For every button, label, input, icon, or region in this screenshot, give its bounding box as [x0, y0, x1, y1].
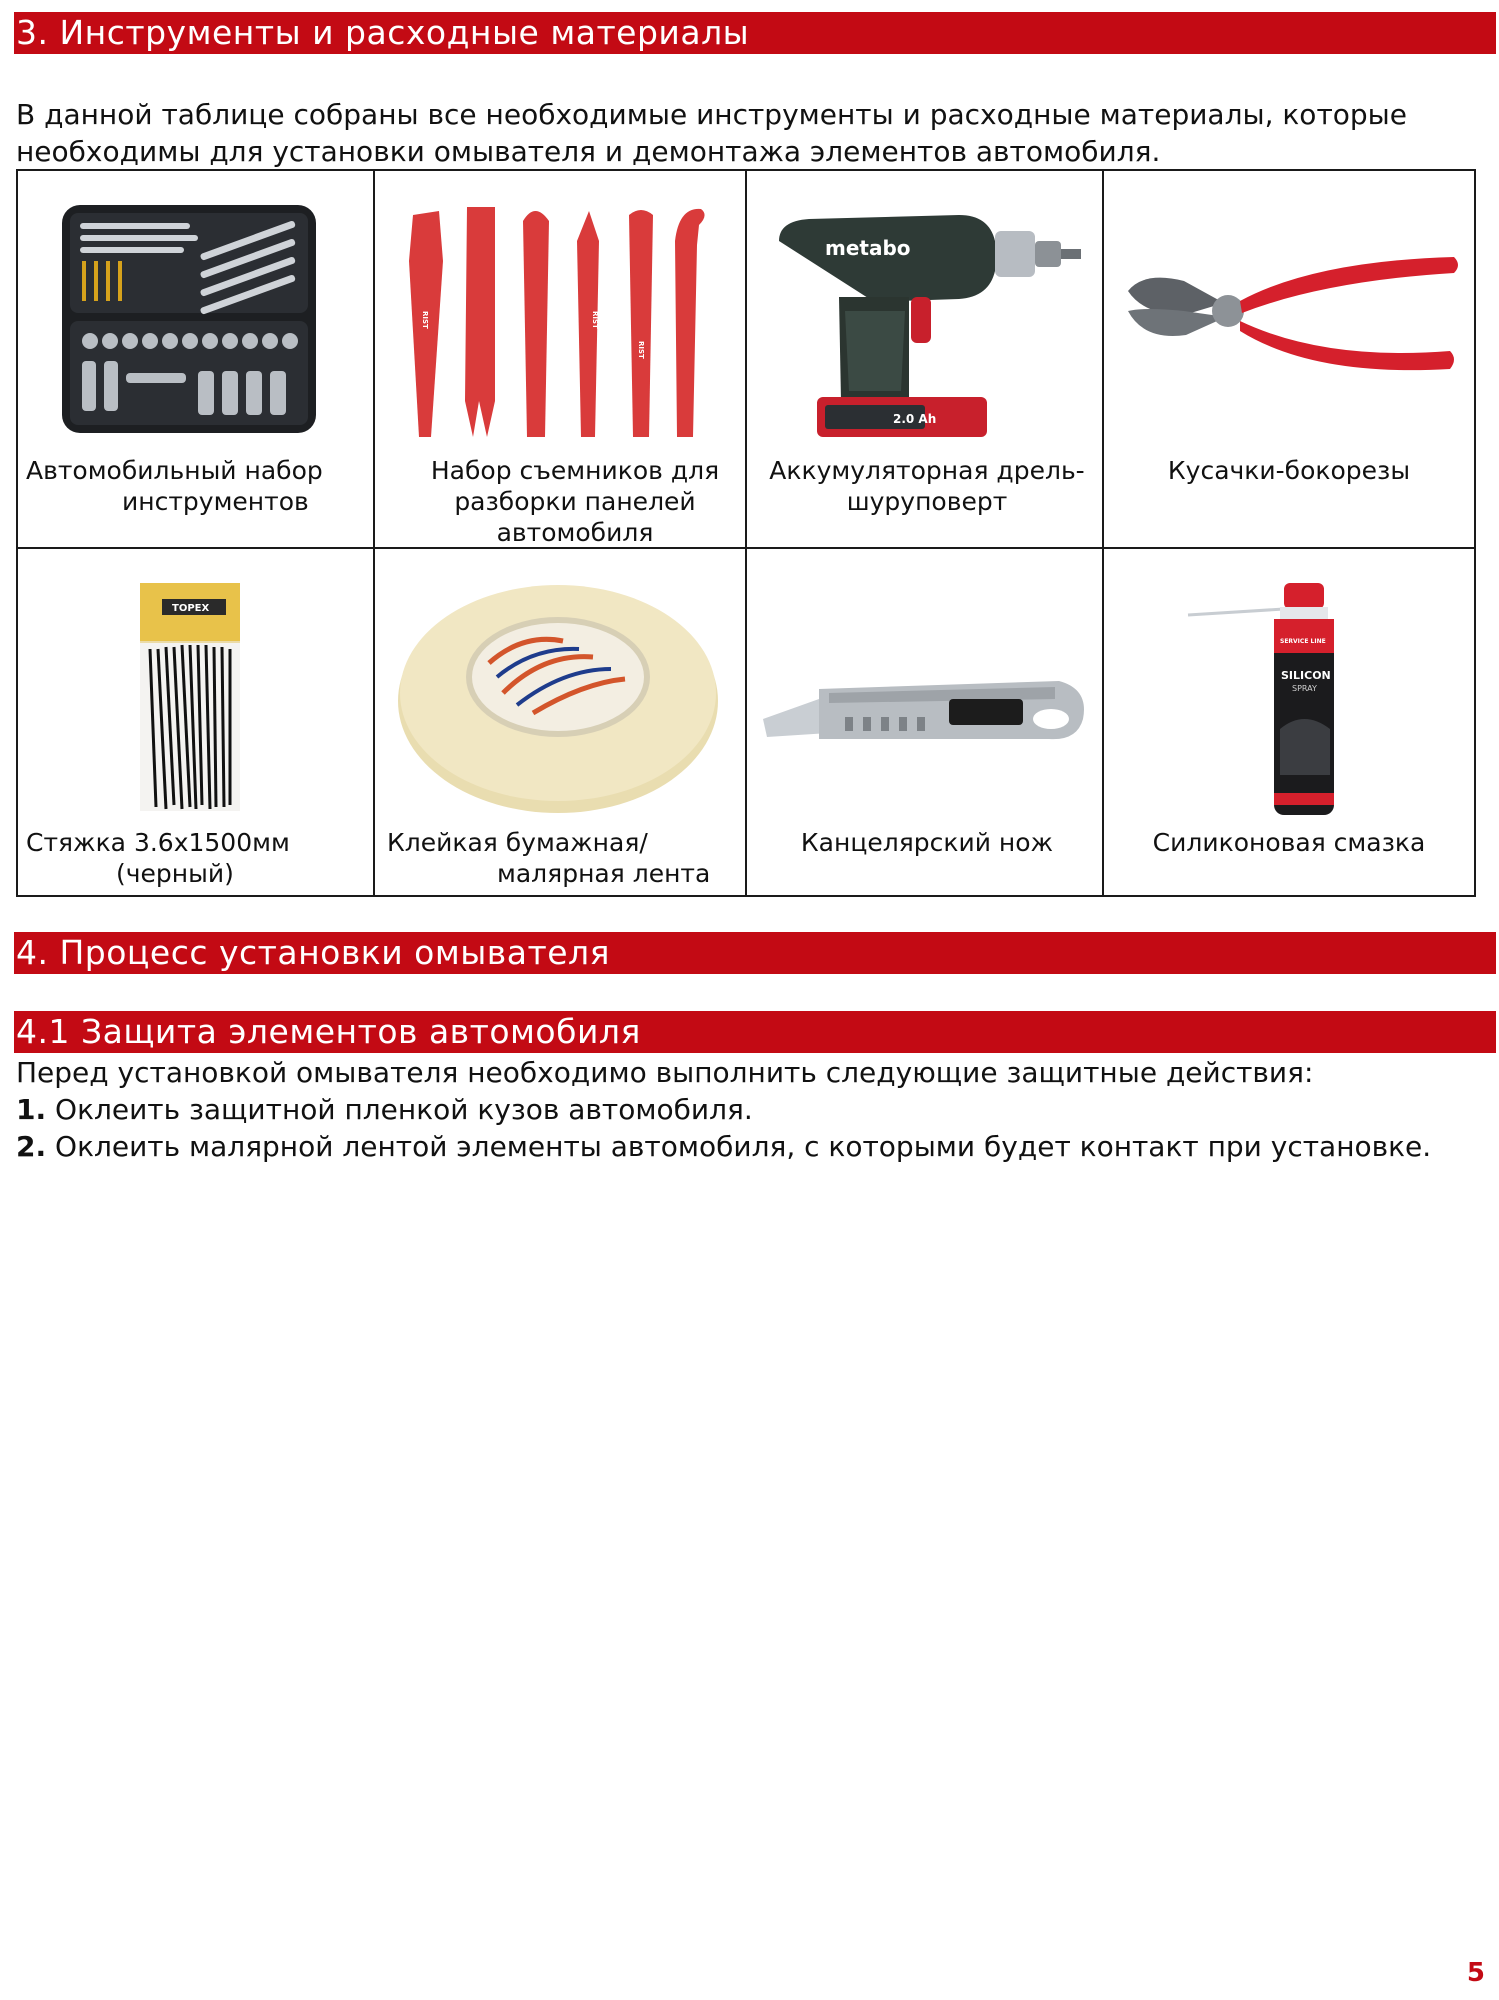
- brand-label: TOPEX: [172, 603, 210, 614]
- list-item: [16, 1091, 753, 1128]
- spray-label-sub: SPRAY: [1292, 684, 1317, 693]
- caption-line: Кусачки-бокорезы: [1167, 456, 1411, 485]
- tool-caption: [26, 827, 366, 889]
- tool-caption: [387, 827, 737, 889]
- caption-line: Силиконовая смазка: [1152, 828, 1426, 857]
- tool-cell-tool-set: [17, 170, 374, 548]
- tool-caption: [425, 455, 725, 548]
- tool-caption: [1114, 827, 1464, 858]
- cable-ties-icon: [136, 579, 248, 813]
- list-number: 2.: [16, 1130, 47, 1163]
- caption-line: разборки панелей: [454, 487, 696, 516]
- tool-cell-side-cutter: [1103, 170, 1475, 548]
- stamp-text: RIST: [421, 311, 429, 329]
- list-number: 1.: [16, 1093, 47, 1126]
- intro-line-1: В данной таблице собраны все необходимые инструменты и расходные материалы, которые: [16, 98, 1407, 131]
- spray-label-top: SERVICE LINE: [1280, 638, 1326, 645]
- section-3-intro: [16, 96, 1468, 170]
- tool-caption: [767, 455, 1087, 517]
- tool-cell-masking-tape: [374, 548, 746, 896]
- page-number: 5: [1466, 1958, 1485, 1988]
- section-4-1-heading: 4.1 Защита элементов автомобиля: [14, 1011, 1496, 1053]
- caption-line: Канцелярский нож: [800, 828, 1054, 857]
- tool-caption: [757, 827, 1097, 858]
- silicone-spray-icon: [1184, 579, 1404, 819]
- caption-line: автомобиля: [496, 518, 654, 547]
- tool-cell-utility-knife: [746, 548, 1103, 896]
- caption-line: (черный): [116, 859, 234, 888]
- caption-line: Клейкая бумажная/: [387, 828, 648, 857]
- tool-caption: [1114, 455, 1464, 486]
- section-3-heading: 3. Инструменты и расходные материалы: [14, 12, 1496, 54]
- tools-table: [16, 169, 1476, 897]
- caption-line: Стяжка 3.6х1500мм: [26, 828, 290, 857]
- tool-cell-trim-tools: [374, 170, 746, 548]
- trim-removal-tools-icon: [403, 201, 719, 441]
- tool-cell-cable-ties: [17, 548, 374, 896]
- intro-line-2: необходимы для установки омывателя и демонтажа элементов автомобиля.: [16, 135, 1161, 168]
- caption-line: инструментов: [122, 487, 309, 516]
- list-item: [16, 1128, 1431, 1165]
- stamp-text: RIST: [591, 311, 599, 329]
- side-cutter-pliers-icon: [1124, 251, 1464, 381]
- utility-knife-icon: [759, 659, 1093, 759]
- caption-line: шуруповерт: [846, 487, 1008, 516]
- tool-set-case-icon: [58, 201, 320, 437]
- list-text: Оклеить защитной пленкой кузов автомобиля.: [46, 1093, 753, 1126]
- masking-tape-icon: [393, 573, 723, 817]
- section-4-1-intro: Перед установкой омывателя необходимо выполнить следующие защитные действия:: [16, 1056, 1314, 1089]
- list-text: Оклеить малярной лентой элементы автомобиля, с которыми будет контакт при установке.: [46, 1130, 1432, 1163]
- tool-caption: [26, 455, 366, 517]
- caption-line: Набор съемников для: [430, 456, 720, 485]
- caption-line: Аккумуляторная дрель-: [769, 456, 1085, 485]
- section-4-heading: 4. Процесс установки омывателя: [14, 932, 1496, 974]
- tool-cell-drill: [746, 170, 1103, 548]
- cordless-drill-icon: [759, 201, 1089, 441]
- caption-line: малярная лента: [497, 859, 711, 888]
- stamp-text: RIST: [637, 341, 645, 359]
- caption-line: Автомобильный набор: [26, 456, 323, 485]
- brand-label: metabo: [825, 236, 911, 260]
- spray-label-main: SILICON: [1281, 669, 1331, 682]
- tool-cell-silicone-spray: [1103, 548, 1475, 896]
- battery-label: 2.0 Ah: [893, 412, 937, 426]
